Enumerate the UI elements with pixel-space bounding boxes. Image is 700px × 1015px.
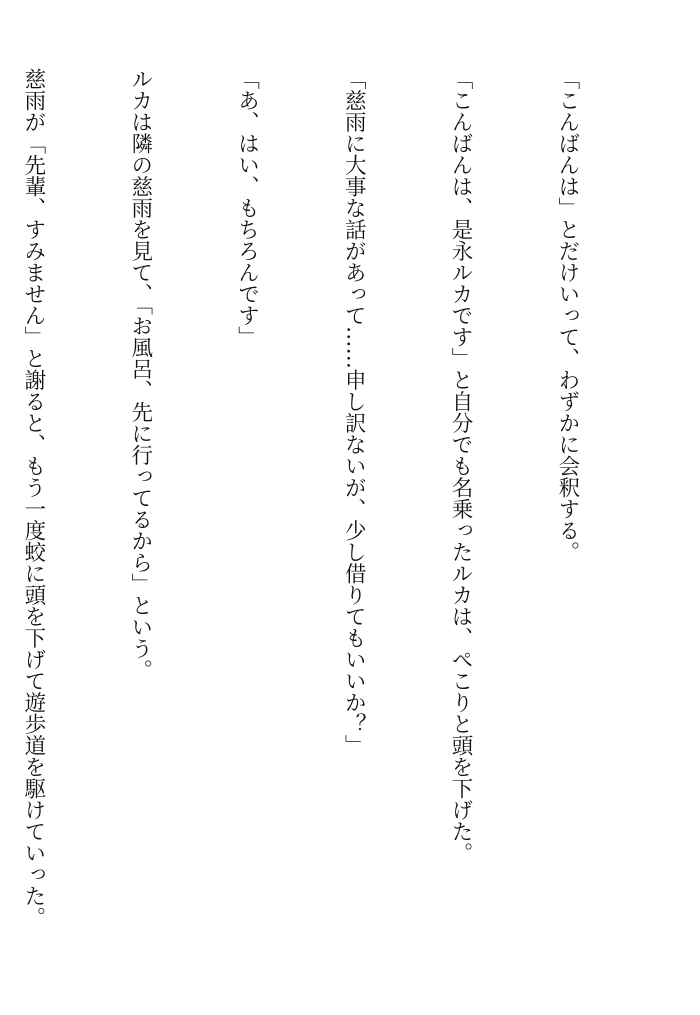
vertical-text-body (0, 68, 656, 968)
text-line: 「こんばんは、是永ルカです」と自分でも名乗ったルカは、ぺこりと頭を下げた。 (448, 68, 474, 864)
text-line: 「こんばんは」とだけいって、わずかに会釈する。 (554, 68, 580, 563)
text-line: 「あ、はい、もちろんです」 (234, 68, 260, 348)
text-line: 「慈雨に大事な話があって……申し訳ないが、少し借りてもいいか？」 (341, 68, 367, 756)
text-line: 慈雨が「先輩、すみません」と謝ると、もう一度蛟に頭を下げて遊歩道を駆けていった。 (20, 68, 46, 928)
text-line: ルカは隣の慈雨を見て、「お風呂、先に行ってるから」という。 (127, 68, 153, 681)
